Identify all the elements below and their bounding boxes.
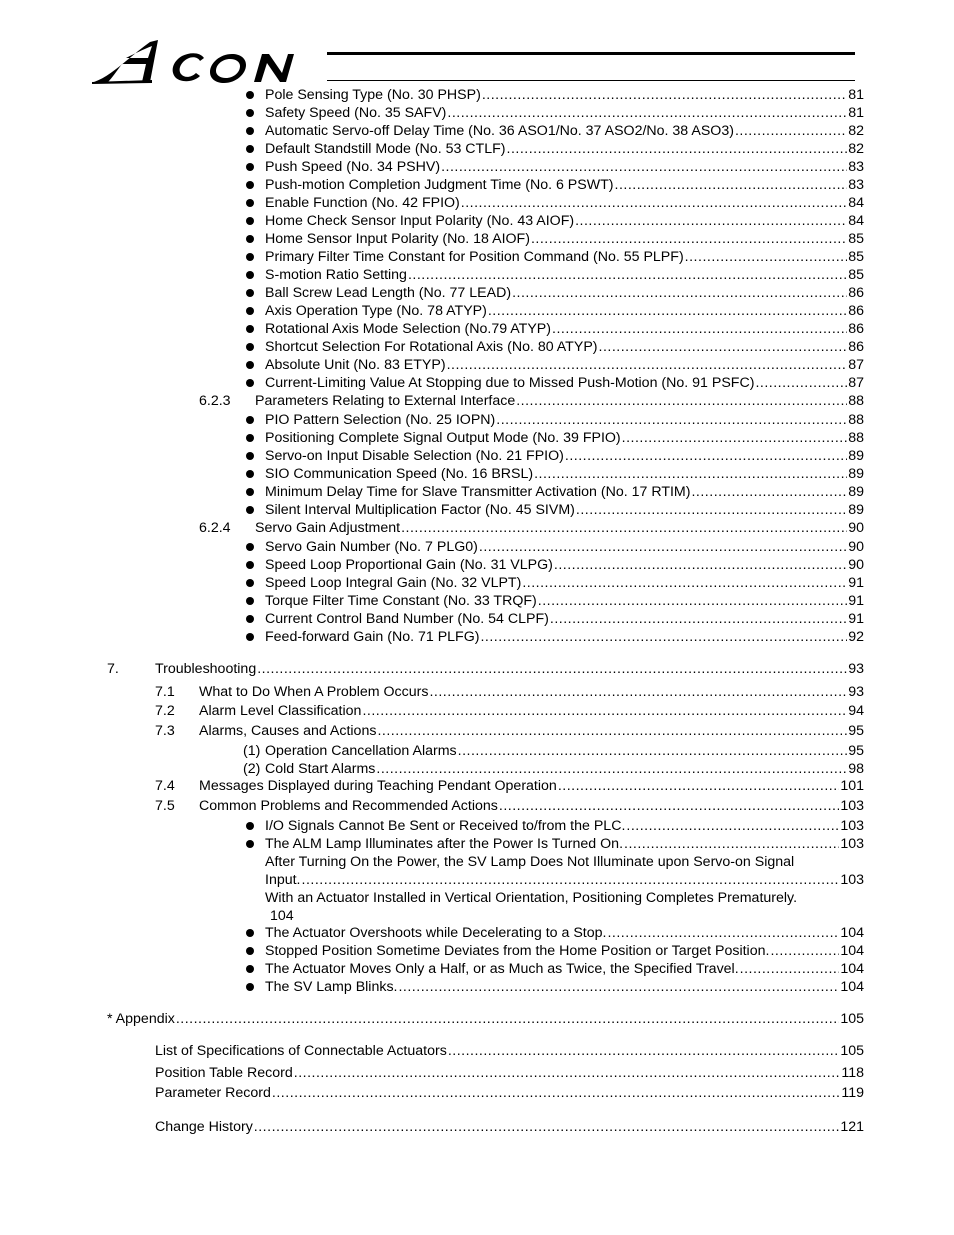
page-number: 83 [848, 177, 864, 193]
toc-entry [265, 760, 864, 778]
bullet-icon [246, 109, 254, 117]
toc-entry [107, 1010, 864, 1028]
page-number: 88 [848, 412, 864, 428]
page-number: 90 [848, 539, 864, 555]
dot-leader [691, 483, 847, 501]
bullet-icon [246, 217, 254, 225]
toc-entry [265, 574, 864, 592]
page-number: 104 [840, 961, 864, 977]
toc-entry-title: With an Actuator Installed in Vertical Orientation, Positioning Completes Prematurely. [265, 890, 798, 906]
toc-entry-title: Shortcut Selection For Rotational Axis (No. 80 ATYP) [265, 339, 598, 355]
toc-entry [265, 176, 864, 194]
bullet-icon [246, 506, 254, 514]
dot-leader [448, 1042, 840, 1060]
page-header [92, 36, 857, 88]
bullet-icon [246, 343, 254, 351]
dot-leader [482, 86, 847, 104]
toc-entry [265, 742, 864, 760]
dot-leader [257, 660, 847, 678]
page-number: 88 [848, 393, 864, 409]
bullet-icon [246, 615, 254, 623]
page-number: 85 [848, 231, 864, 247]
bullet-icon [246, 633, 254, 641]
toc-entry [265, 374, 864, 392]
page-number: 93 [848, 661, 864, 677]
toc-entry-title: Home Sensor Input Polarity (No. 18 AIOF) [265, 231, 530, 247]
toc-entry-title: SIO Communication Speed (No. 16 BRSL) [265, 466, 534, 482]
dot-leader [550, 610, 847, 628]
toc-entry-title: The ALM Lamp Illuminates after the Power Is Turned On. [265, 836, 624, 852]
bullet-icon [246, 127, 254, 135]
toc-entry [265, 302, 864, 320]
section-number: 7.4 [155, 778, 175, 794]
header-rule-thin [327, 80, 855, 81]
dot-leader [512, 284, 847, 302]
toc-entry [265, 538, 864, 556]
page-number: 85 [848, 249, 864, 265]
bullet-icon [246, 470, 254, 478]
toc-entry-title: PIO Pattern Selection (No. 25 IOPN) [265, 412, 496, 428]
toc-entry-title: Silent Interval Multiplication Factor (No. 45 SIVM) [265, 502, 575, 518]
toc-entry-title: Minimum Delay Time for Slave Transmitter Activation (No. 17 RTIM) [265, 484, 691, 500]
page-number: 103 [840, 818, 864, 834]
dot-leader [480, 628, 847, 646]
toc-entry [265, 556, 864, 574]
toc-entry-title: Change History [155, 1119, 253, 1135]
dot-leader [376, 760, 847, 778]
section-number: 6.2.3 [199, 393, 231, 409]
page-number: 82 [848, 141, 864, 157]
dot-leader [531, 230, 847, 248]
page-number: 86 [848, 303, 864, 319]
toc-entry [265, 960, 864, 978]
bullet-icon [246, 488, 254, 496]
toc-entry-title: Positioning Complete Signal Output Mode (No. 39 FPIO) [265, 430, 621, 446]
dot-leader [408, 266, 847, 284]
section-number: 7.2 [155, 703, 175, 719]
page-number: 86 [848, 321, 864, 337]
dot-leader [565, 447, 847, 465]
toc-entry [265, 924, 864, 942]
section-number: 7.1 [155, 684, 175, 700]
toc-entry [265, 284, 864, 302]
dot-leader [522, 574, 847, 592]
page-number: 89 [848, 484, 864, 500]
toc-entry [265, 194, 864, 212]
dot-leader [441, 158, 847, 176]
toc-entry [265, 447, 864, 465]
page-number: 89 [848, 502, 864, 518]
toc-entry [265, 86, 864, 104]
toc-entry-title: Alarm Level Classification [199, 703, 362, 719]
section-number: 7.5 [155, 798, 175, 814]
bullet-icon [246, 452, 254, 460]
dot-leader [362, 702, 847, 720]
page-number: 94 [848, 703, 864, 719]
page-number: 90 [848, 557, 864, 573]
dot-leader [575, 212, 847, 230]
item-number: (2) [243, 761, 261, 777]
page-number: 105 [840, 1043, 864, 1059]
toc-entry-title: Current-Limiting Value At Stopping due to Missed Push-Motion (No. 91 PSFC) [265, 375, 755, 391]
bullet-icon [246, 579, 254, 587]
bullet-icon [246, 289, 254, 297]
toc-entry [265, 338, 864, 356]
bullet-icon [246, 253, 254, 261]
toc-entry [265, 835, 864, 853]
toc-entry [265, 212, 864, 230]
page-number: 95 [848, 743, 864, 759]
toc-entry-title: * Appendix [107, 1011, 175, 1027]
toc-entry [265, 411, 864, 429]
bullet-icon [246, 307, 254, 315]
page-number: 105 [840, 1011, 864, 1027]
dot-leader [401, 519, 847, 537]
bullet-icon [246, 91, 254, 99]
page-number: 92 [848, 629, 864, 645]
page-number: 103 [840, 798, 864, 814]
dot-leader [735, 122, 847, 140]
page-number: 95 [848, 723, 864, 739]
page-number: 82 [848, 123, 864, 139]
toc-entry-title: Enable Function (No. 42 FPIO) [265, 195, 460, 211]
dot-leader [377, 722, 847, 740]
toc-entry [265, 248, 864, 266]
toc-entry-title: Stopped Position Sometime Deviates from the Home Position or Target Position. [265, 943, 770, 959]
dot-leader [499, 797, 839, 815]
bullet-icon [246, 983, 254, 991]
dot-leader [176, 1010, 839, 1028]
toc-entry [265, 889, 797, 907]
bullet-icon [246, 543, 254, 551]
bullet-icon [246, 965, 254, 973]
dot-leader [740, 960, 840, 978]
page-number: 103 [840, 872, 864, 888]
page-number: 121 [840, 1119, 864, 1135]
toc-entry-title: Speed Loop Integral Gain (No. 32 VLPT) [265, 575, 522, 591]
dot-leader [447, 104, 847, 122]
dot-leader [615, 176, 848, 194]
dot-leader [302, 871, 840, 889]
toc-entry [155, 1042, 864, 1060]
toc-entry [199, 683, 864, 701]
toc-entry [199, 722, 864, 740]
toc-entry-title: Feed-forward Gain (No. 71 PLFG) [265, 629, 480, 645]
chapter-number: 7. [107, 661, 119, 677]
toc-entry [265, 320, 864, 338]
toc-entry [265, 230, 864, 248]
toc-entry-title: The SV Lamp Blinks. [265, 979, 398, 995]
dot-leader [626, 817, 839, 835]
toc-entry-title: Current Control Band Number (No. 54 CLPF) [265, 611, 549, 627]
dot-leader [447, 356, 848, 374]
dot-leader [398, 978, 839, 996]
page-number: 89 [848, 448, 864, 464]
toc-entry-title: Servo-on Input Disable Selection (No. 21 FPIO) [265, 448, 564, 464]
page-number: 104 [270, 908, 294, 924]
toc-entry-title: Absolute Unit (No. 83 ETYP) [265, 357, 446, 373]
bullet-icon [246, 199, 254, 207]
toc-entry [199, 702, 864, 720]
toc-entry-title: Ball Screw Lead Length (No. 77 LEAD) [265, 285, 512, 301]
toc-entry-title: Operation Cancellation Alarms [265, 743, 457, 759]
dot-leader [461, 194, 847, 212]
bullet-icon [246, 235, 254, 243]
bullet-icon [246, 181, 254, 189]
dot-leader [558, 777, 840, 795]
toc-entry [265, 158, 864, 176]
page-number: 89 [848, 466, 864, 482]
toc-entry [265, 104, 864, 122]
page-number: 101 [840, 778, 864, 794]
page-number: 83 [848, 159, 864, 175]
dot-leader [254, 1118, 840, 1136]
toc-entry [265, 592, 864, 610]
toc-entry-title: Input. [265, 872, 301, 888]
page-number: 93 [848, 684, 864, 700]
page-number: 90 [848, 520, 864, 536]
toc-entry-title: Home Check Sensor Input Polarity (No. 43 AIOF) [265, 213, 575, 229]
toc-entry [255, 392, 864, 410]
bullet-icon [246, 822, 254, 830]
dot-leader [552, 320, 847, 338]
page-number: 98 [848, 761, 864, 777]
dot-leader [755, 374, 847, 392]
toc-entry-title: Position Table Record [155, 1065, 293, 1081]
toc-entry-title: Default Standstill Mode (No. 53 CTLF) [265, 141, 506, 157]
toc-entry-title: Rotational Axis Mode Selection (No.79 ATYP) [265, 321, 551, 337]
toc-entry-title: Parameter Record [155, 1085, 271, 1101]
page-number: 81 [848, 105, 864, 121]
dot-leader [576, 501, 847, 519]
dot-leader [429, 683, 847, 701]
dot-leader [516, 392, 847, 410]
bullet-icon [246, 597, 254, 605]
toc-entry-title: Pole Sensing Type (No. 30 PHSP) [265, 87, 481, 103]
page-number: 86 [848, 285, 864, 301]
bullet-icon [246, 929, 254, 937]
toc-entry-title: Troubleshooting [155, 661, 257, 677]
dot-leader [538, 592, 847, 610]
item-number: (1) [243, 743, 261, 759]
toc-entry [265, 429, 864, 447]
toc-entry [255, 519, 864, 537]
dot-leader [607, 924, 839, 942]
toc-entry [265, 501, 864, 519]
dot-leader [770, 942, 839, 960]
page-number: 85 [848, 267, 864, 283]
bullet-icon [246, 434, 254, 442]
page-number: 91 [848, 611, 864, 627]
dot-leader [458, 742, 848, 760]
page-number: 84 [848, 213, 864, 229]
toc-entry-title: Common Problems and Recommended Actions [199, 798, 498, 814]
dot-leader [272, 1084, 840, 1102]
bullet-icon [246, 271, 254, 279]
page-number: 103 [840, 836, 864, 852]
toc-entry-title: Speed Loop Proportional Gain (No. 31 VLPG) [265, 557, 553, 573]
toc-entry [155, 1064, 864, 1082]
toc-entry [155, 1084, 864, 1102]
toc-entry-title: I/O Signals Cannot Be Sent or Received to/from the PLC. [265, 818, 626, 834]
toc-entry [265, 817, 864, 835]
page-number: 88 [848, 430, 864, 446]
toc-entry-title: Messages Displayed during Teaching Pendant Operation [199, 778, 557, 794]
toc-entry-title: S-motion Ratio Setting [265, 267, 407, 283]
dot-leader [534, 465, 847, 483]
toc-entry-title: Alarms, Causes and Actions [199, 723, 377, 739]
toc-entry-title: Push-motion Completion Judgment Time (No. 6 PSWT) [265, 177, 614, 193]
toc-entry [265, 871, 864, 889]
bullet-icon [246, 163, 254, 171]
bullet-icon [246, 325, 254, 333]
bullet-icon [246, 947, 254, 955]
toc-entry [265, 628, 864, 646]
toc-entry-title: After Turning On the Power, the SV Lamp Does Not Illuminate upon Servo-on Signal [265, 854, 795, 870]
dot-leader [479, 538, 847, 556]
dot-leader [488, 302, 847, 320]
toc-entry [265, 465, 864, 483]
toc-entry [199, 777, 864, 795]
page-number: 104 [840, 979, 864, 995]
section-number: 6.2.4 [199, 520, 231, 536]
toc-entry [199, 797, 864, 815]
page-number: 91 [848, 575, 864, 591]
toc-entry [265, 356, 864, 374]
dot-leader [685, 248, 848, 266]
toc-entry [265, 853, 794, 871]
toc-entry-title: The Actuator Moves Only a Half, or as Much as Twice, the Specified Travel. [265, 961, 739, 977]
toc-entry-title: Torque Filter Time Constant (No. 33 TRQF) [265, 593, 537, 609]
section-number: 7.3 [155, 723, 175, 739]
bullet-icon [246, 561, 254, 569]
toc-entry [265, 978, 864, 996]
toc-entry [155, 1118, 864, 1136]
toc-entry [265, 266, 864, 284]
dot-leader [507, 140, 848, 158]
page-number: 87 [848, 375, 864, 391]
acon-logo [92, 36, 327, 86]
toc-entry [265, 610, 864, 628]
page-number: 119 [841, 1085, 864, 1101]
dot-leader [496, 411, 847, 429]
bullet-icon [246, 379, 254, 387]
page-number: 86 [848, 339, 864, 355]
dot-leader [622, 429, 848, 447]
page-number: 104 [840, 943, 864, 959]
toc-entry [265, 140, 864, 158]
page-number: 118 [841, 1065, 864, 1081]
dot-leader [554, 556, 847, 574]
toc-entry [265, 483, 864, 501]
bullet-icon [246, 840, 254, 848]
dot-leader [599, 338, 848, 356]
bullet-icon [246, 416, 254, 424]
bullet-icon [246, 145, 254, 153]
page-number: 104 [840, 925, 864, 941]
toc-entry [155, 660, 864, 678]
page-number: 91 [848, 593, 864, 609]
page-number: 81 [848, 87, 864, 103]
toc-entry-title: List of Specifications of Connectable Actuators [155, 1043, 447, 1059]
toc-entry-title: Axis Operation Type (No. 78 ATYP) [265, 303, 487, 319]
toc-entry [265, 942, 864, 960]
page-number: 87 [848, 357, 864, 373]
toc-entry-title: Cold Start Alarms [265, 761, 376, 777]
toc-entry-title: Parameters Relating to External Interface [255, 393, 516, 409]
toc-entry [265, 122, 864, 140]
toc-entry-title: What to Do When A Problem Occurs [199, 684, 429, 700]
toc-entry-title: Primary Filter Time Constant for Position Command (No. 55 PLPF) [265, 249, 684, 265]
bullet-icon [246, 361, 254, 369]
toc-entry-title: Automatic Servo-off Delay Time (No. 36 ASO1/No. 37 ASO2/No. 38 ASO3) [265, 123, 734, 139]
page-number: 84 [848, 195, 864, 211]
toc-entry-title: Servo Gain Adjustment [255, 520, 401, 536]
dot-leader [294, 1064, 841, 1082]
toc-entry-title: Servo Gain Number (No. 7 PLG0) [265, 539, 478, 555]
header-rule-thick [327, 52, 855, 55]
toc-entry-title: Push Speed (No. 34 PSHV) [265, 159, 441, 175]
toc-entry-title: Safety Speed (No. 35 SAFV) [265, 105, 447, 121]
toc-entry-title: The Actuator Overshoots while Decelerating to a Stop. [265, 925, 607, 941]
dot-leader [624, 835, 839, 853]
